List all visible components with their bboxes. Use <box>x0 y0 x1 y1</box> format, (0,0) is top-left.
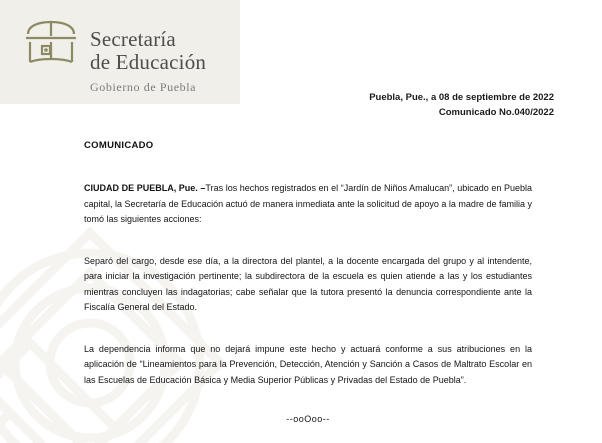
brand-line-2: de Educación <box>90 50 207 74</box>
lead-bold-prefix: CIUDAD DE PUEBLA, Pue. – <box>84 183 206 193</box>
brand-subtitle: Gobierno de Puebla <box>90 80 197 94</box>
place-and-date: Puebla, Pue., a 08 de septiembre de 2022 <box>369 92 554 103</box>
document-header <box>0 0 602 104</box>
reference-number: Comunicado No.040/2022 <box>438 107 554 118</box>
brand-line-1: Secretaría <box>90 27 176 51</box>
paragraph-statement: La dependencia informa que no dejará impune este hecho y actuará conforme a sus atribuciones en la aplicación de “Lineamientos para la Prevención, Detección, Atención y Sanción a Casos de Maltrato Escolar en las Escuelas de Educación Básica y Media Superior Públicas y Privadas del Estado de Puebla”. <box>84 343 532 385</box>
secretaria-de-educacion-logo <box>20 14 82 76</box>
brand-block <box>90 28 206 95</box>
document-body <box>84 140 532 424</box>
document-meta <box>369 90 554 120</box>
lead-text: Tras los hechos registrados en el “Jardín de Niños Amalucan”, ubicado en Puebla capital, la Secretaría de Educación actuó de manera inmediata ante la solicitud de apoyo a la madre de familia y tomó las siguientes acciones: <box>84 183 532 224</box>
document-title: COMUNICADO <box>84 140 154 151</box>
paragraph-actions: Separó del cargo, desde ese día, a la directora del plantel, a la docente encargada del grupo y al intendente, para iniciar la investigación pertinente; la subdirectora de la escuela es quien atiende a las y los estudiantes mientras concluyen las indagatorias; cabe señalar que la tutora presentó la denuncia correspondiente ante la Fiscalía General del Estado. <box>84 255 532 312</box>
closing-mark: --ooOoo-- <box>286 414 330 424</box>
paragraph-lead <box>84 181 532 228</box>
